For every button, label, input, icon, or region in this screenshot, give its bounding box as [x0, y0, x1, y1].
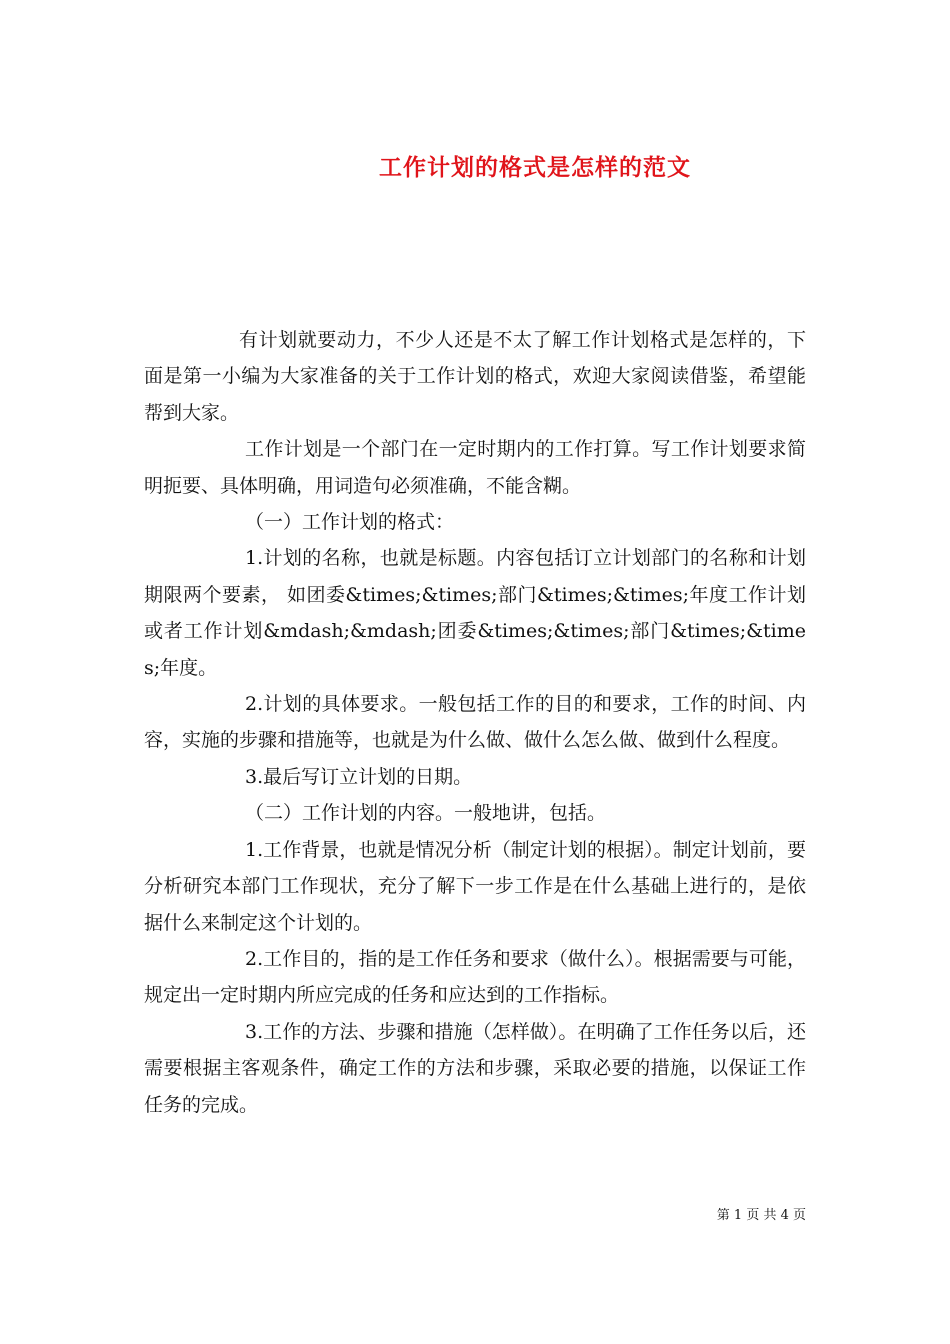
page-number-footer: 第 1 页 共 4 页: [716, 1208, 806, 1223]
document-body: [144, 322, 806, 1123]
paragraph-content-item-2: 2.工作目的，指的是工作任务和要求（做什么）。根据需要与可能，规定出一定时期内所应完成的任务和应达到的工作指标。: [144, 947, 806, 1007]
page-title: 工作计划的格式是怎样的范文: [379, 154, 691, 182]
paragraph-content-item-1: 1.工作背景，也就是情况分析（制定计划的根据）。制定计划前，要分析研究本部门工作现状，充分了解下一步工作是在什么基础上进行的，是依据什么来制定这个计划的。: [144, 838, 806, 934]
section-heading-content: （二）工作计划的内容。一般地讲，包括。: [245, 802, 607, 825]
paragraph-format-item-1: 1.计划的名称，也就是标题。内容包括订立计划部门的名称和计划期限两个要素， 如团委&times;&times;部门&times;&times;年度工作计划或者工作计划&mdash;&mdash;团委&times;&times;部门&times;&times;年度。: [144, 547, 806, 679]
paragraph-definition: 工作计划是一个部门在一定时期内的工作打算。写工作计划要求简明扼要、具体明确，用词造句必须准确，不能含糊。: [144, 438, 806, 497]
section-heading-format: （一）工作计划的格式：: [245, 511, 455, 534]
paragraph-intro: 有计划就要动力，不少人还是不太了解工作计划格式是怎样的，下面是第一小编为大家准备的关于工作计划的格式，欢迎大家阅读借鉴，希望能帮到大家。: [144, 329, 806, 424]
paragraph-format-item-2: 2.计划的具体要求。一般包括工作的目的和要求，工作的时间、内容，实施的步骤和措施等，也就是为什么做、做什么怎么做、做到什么程度。: [144, 693, 806, 752]
paragraph-content-item-3: 3.工作的方法、步骤和措施（怎样做）。在明确了工作任务以后，还需要根据主客观条件，确定工作的方法和步骤，采取必要的措施，以保证工作任务的完成。: [144, 1020, 806, 1116]
paragraph-format-item-3: 3.最后写订立计划的日期。: [245, 765, 473, 788]
